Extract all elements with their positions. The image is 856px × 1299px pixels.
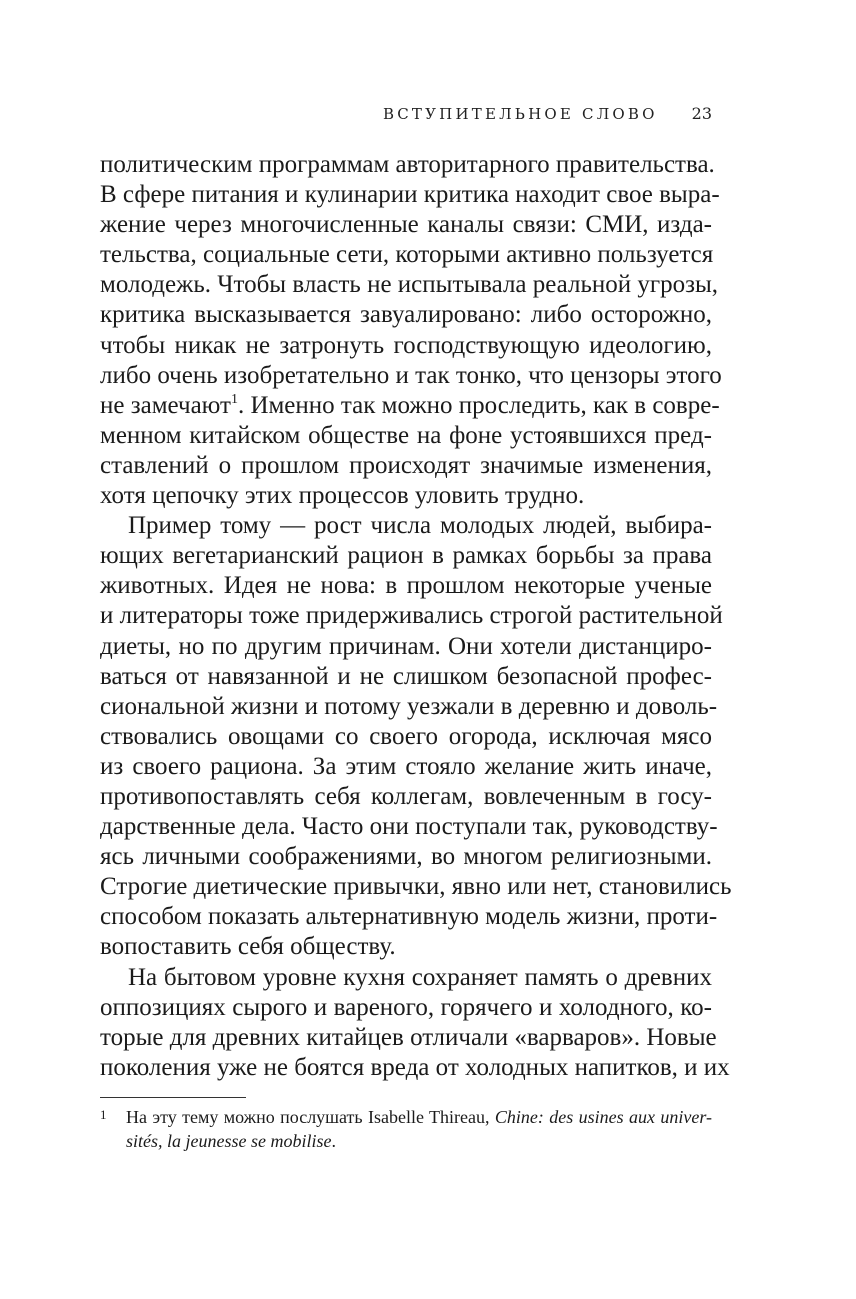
text-line: противопоставлять себя коллегам, вовлеченным в госу- bbox=[100, 782, 712, 810]
text-line: сиональной жизни и потому уезжали в деревню и доволь- bbox=[100, 692, 718, 720]
text-line bbox=[100, 391, 720, 421]
text-line: и литераторы тоже придерживались строгой растительной bbox=[100, 602, 723, 630]
text-line: либо очень изобретательно и так тонко, что цензоры этого bbox=[100, 361, 722, 389]
text-line: менном китайском обществе на фоне устоявшихся пред- bbox=[100, 421, 712, 449]
footnote-line bbox=[100, 1129, 712, 1153]
footnote-line bbox=[100, 1105, 712, 1129]
text-line: ющих вегетарианский рацион в рамках борьбы за права bbox=[100, 542, 712, 570]
text-line: В сфере питания и кулинарии критика находит свое выра- bbox=[100, 181, 720, 209]
page-number: 23 bbox=[691, 104, 712, 123]
text-line: животных. Идея не нова: в прошлом некоторые ученые bbox=[100, 572, 712, 600]
footnote-reference[interactable]: 1 bbox=[230, 391, 238, 407]
text-line: политическим программам авторитарного правительства. bbox=[100, 151, 715, 178]
footnote-divider bbox=[100, 1097, 246, 1098]
text-line: молодежь. Чтобы власть не испытывала реальной угрозы, bbox=[100, 271, 719, 299]
text-line: ставлений о прошлом происходят значимые изменения, bbox=[100, 451, 712, 479]
text-line: из своего рациона. За этим стояло желание жить иначе, bbox=[100, 752, 712, 780]
text-line: диеты, но по другим причинам. Они хотели дистанциро- bbox=[100, 632, 712, 660]
text-fragment: . Именно так можно проследить, как в совре- bbox=[237, 391, 720, 419]
text-line: Пример тому — рост числа молодых людей, выбира- bbox=[128, 512, 712, 540]
text-line: ствовались овощами со своего огорода, исключая мясо bbox=[100, 722, 712, 750]
running-head bbox=[100, 103, 712, 125]
footnote-source-title: sités, la jeunesse se mobilise bbox=[126, 1131, 332, 1151]
footnote-source-title: Chine: des usines aux univer- bbox=[494, 1107, 713, 1127]
text-line: жение через многочисленные каналы связи: СМИ, изда- bbox=[100, 211, 712, 239]
text-line: поколения уже не боятся вреда от холодных напитков, и их bbox=[100, 1053, 730, 1081]
text-line: хотя цепочку этих процессов уловить трудно. bbox=[100, 482, 585, 510]
text-line: оппозициях сырого и вареного, горячего и холодного, ко- bbox=[100, 993, 712, 1021]
text-line: вопоставить себя обществу. bbox=[100, 933, 396, 961]
text-line: чтобы никак не затронуть господствующую идеологию, bbox=[100, 331, 712, 359]
footnote bbox=[100, 1105, 712, 1153]
footnote-text: . bbox=[331, 1131, 336, 1151]
footnote-marker: 1 bbox=[100, 1107, 107, 1122]
text-line: ваться от навязанной и не слишком безопасной профес- bbox=[100, 662, 712, 690]
running-title: ВСТУПИТЕЛЬНОЕ СЛОВО bbox=[383, 105, 658, 123]
text-line: критика высказывается завуалировано: либо осторожно, bbox=[100, 301, 712, 329]
text-line: тельства, социальные сети, которыми активно пользуется bbox=[100, 241, 714, 269]
text-fragment: не замечают bbox=[100, 391, 231, 419]
text-line: Строгие диетические привычки, явно или нет, становились bbox=[100, 873, 732, 901]
main-text bbox=[100, 150, 732, 1083]
text-line: дарственные дела. Часто они поступали так, руководству- bbox=[100, 813, 718, 841]
text-line: На бытовом уровне кухня сохраняет память о древних bbox=[128, 963, 712, 991]
text-line: ясь личными соображениями, во многом религиозными. bbox=[100, 843, 712, 871]
footnote-text: На эту тему можно послушать Isabelle Thireau, bbox=[126, 1107, 490, 1127]
text-line: способом показать альтернативную модель жизни, проти- bbox=[100, 903, 718, 931]
text-line: торые для древних китайцев отличали «варваров». Новые bbox=[100, 1023, 717, 1051]
